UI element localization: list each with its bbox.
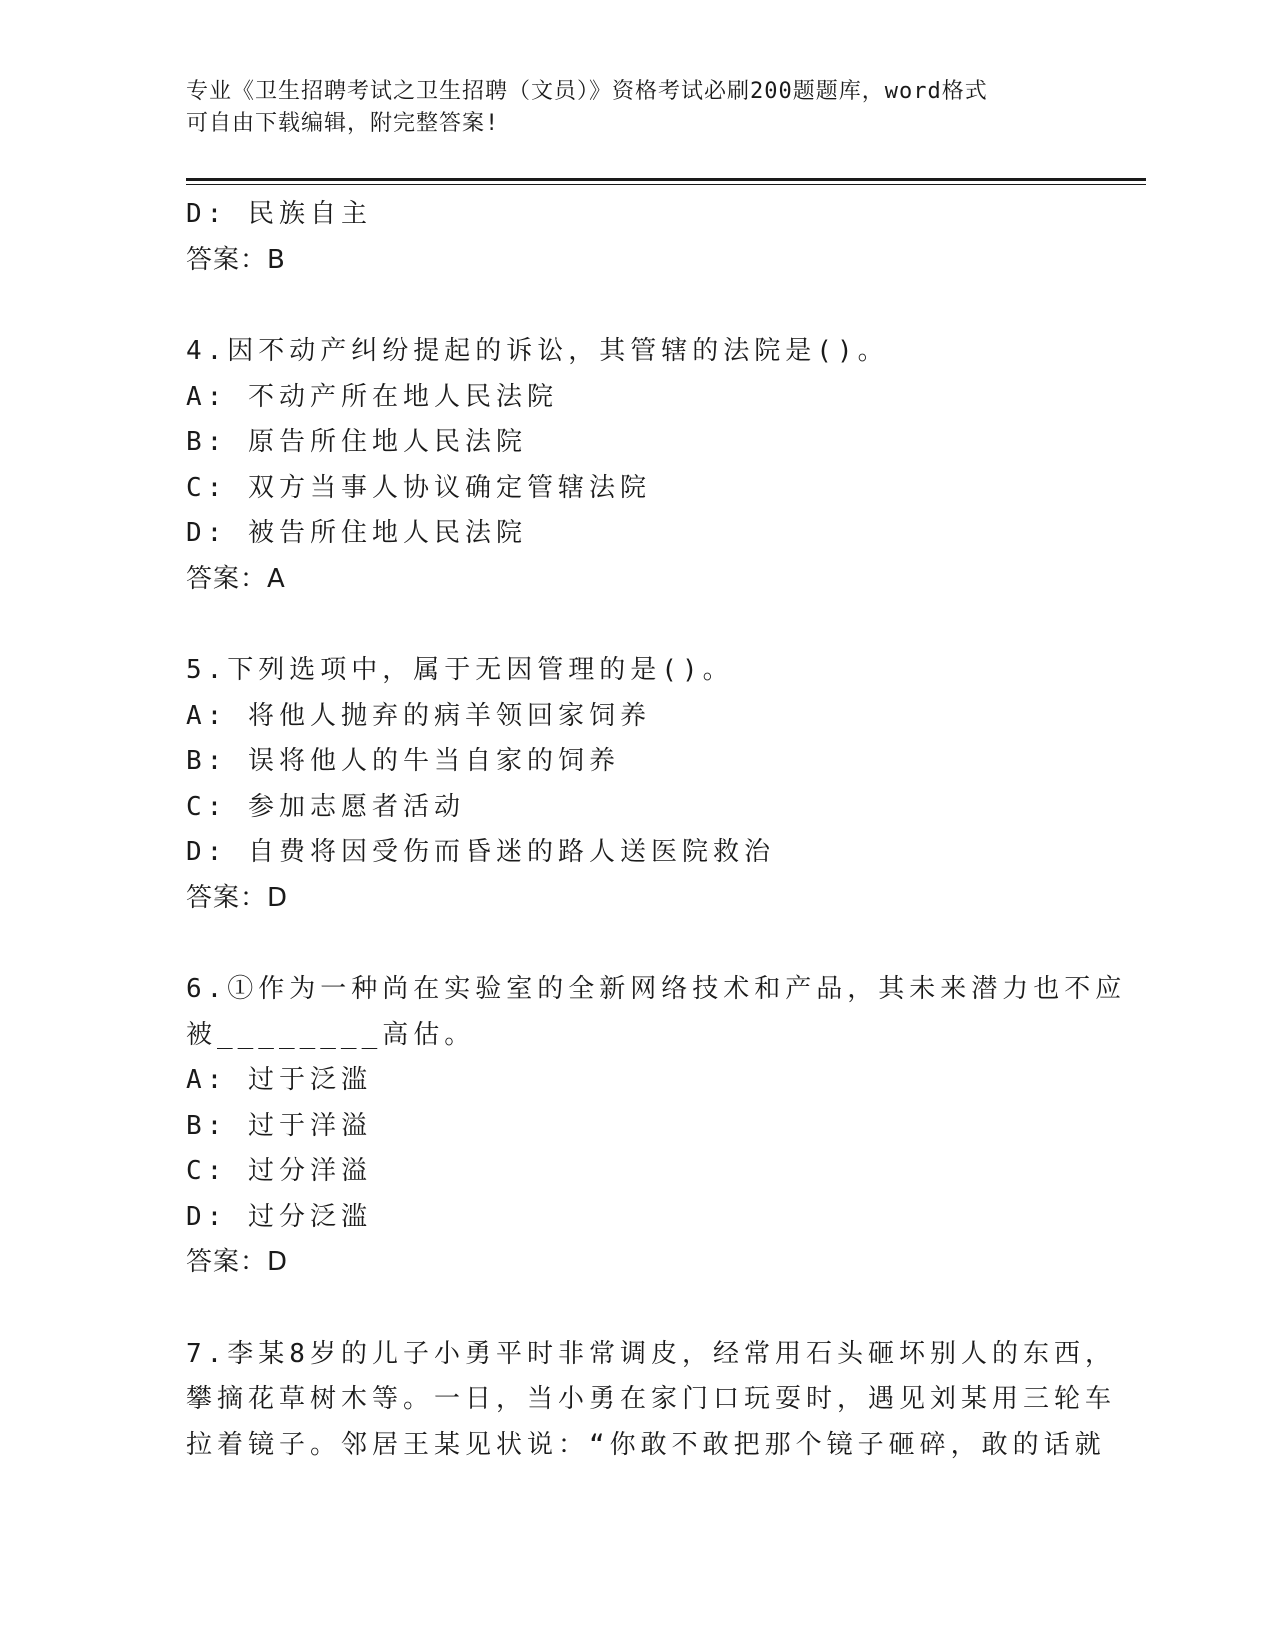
question-content (186, 192, 1127, 1468)
answer-line: 答案：D (186, 1247, 289, 1277)
question-stem: 4.因不动产纠纷提起的诉讼，其管辖的法院是()。 (186, 336, 889, 366)
option-d: D: 过分泛滥 (186, 1201, 372, 1232)
option-b: B: 原告所住地人民法院 (186, 427, 527, 457)
answer-line: 答案：A (186, 563, 286, 594)
answer-line: 答案：D (186, 882, 289, 913)
option-c: C: 双方当事人协议确定管辖法院 (186, 472, 651, 503)
option-b: B: 误将他人的牛当自家的饲养 (186, 746, 620, 776)
answer-line: 答案：B (186, 244, 286, 275)
option-c: C: 过分洋溢 (186, 1156, 372, 1186)
header-divider-thick (186, 178, 1146, 181)
header-line-1: 专业《卫生招聘考试之卫生招聘（文员）》资格考试必刷200题题库，word格式 (186, 79, 988, 104)
question-4 (186, 329, 1086, 602)
spacer (186, 921, 1086, 967)
spacer (186, 283, 1086, 329)
spacer (186, 1286, 1086, 1332)
question-stem-continued: 被________高估。 (186, 1019, 476, 1050)
question-stem-continued: 攀摘花草树木等。一日，当小勇在家门口玩耍时，遇见刘某用三轮车 (186, 1384, 1117, 1414)
option-a: A: 不动产所在地人民法院 (186, 381, 558, 412)
question-stem: 5.下列选项中，属于无因管理的是()。 (186, 655, 734, 685)
question-stem: 6.①作为一种尚在实验室的全新网络技术和产品，其未来潜力也不应 (186, 974, 1127, 1004)
option-d: D: 民族自主 (186, 199, 372, 229)
option-d: D: 自费将因受伤而昏迷的路人送医院救治 (186, 837, 775, 867)
option-d: D: 被告所住地人民法院 (186, 518, 527, 548)
header-line-2: 可自由下载编辑，附完整答案! (186, 111, 500, 136)
header-divider-thin (186, 184, 1146, 185)
document-header (186, 76, 1066, 140)
question-5 (186, 648, 1086, 921)
option-a: A: 过于泛滥 (186, 1065, 372, 1095)
option-b: B: 过于洋溢 (186, 1110, 372, 1141)
question-stem: 7.李某8岁的儿子小勇平时非常调皮，经常用石头砸坏别人的东西， (186, 1338, 1116, 1369)
question-7 (186, 1332, 1117, 1469)
question-stem-continued: 拉着镜子。邻居王某见状说：“你敢不敢把那个镜子砸碎，敢的话就 (186, 1429, 1106, 1460)
question-6 (186, 967, 1127, 1286)
option-c: C: 参加志愿者活动 (186, 791, 465, 822)
spacer (186, 602, 1086, 648)
option-a: A: 将他人抛弃的病羊领回家饲养 (186, 700, 651, 731)
